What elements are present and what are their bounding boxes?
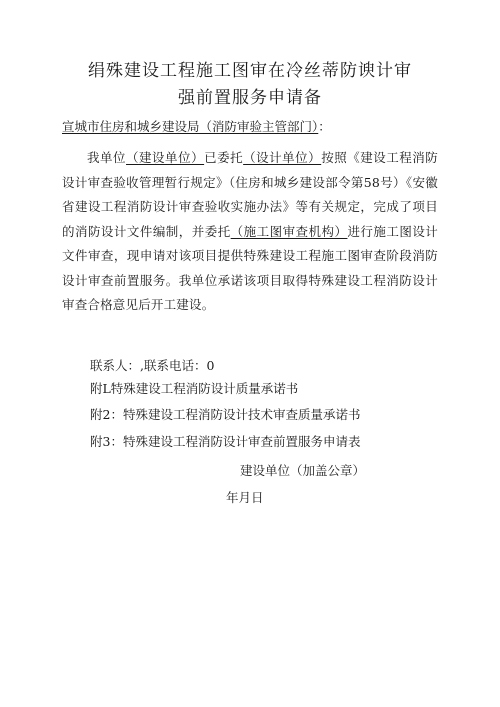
application-body: [62, 146, 438, 318]
document-title-line-2: 强前置服务申请备: [178, 88, 322, 108]
build-unit-field: （建设单位）: [126, 150, 205, 165]
body-text-1: 我单位: [87, 150, 127, 165]
addressee: [62, 118, 331, 136]
attachment-2: 附2：特殊建设工程消防设计技术审查质量承诺书: [90, 407, 361, 422]
date-line: 年月日: [226, 490, 264, 505]
design-unit-field: （设计单位）: [243, 150, 322, 165]
document-title-line-1: 绢殊建设工程施工图审在冷丝蒂防谀计审: [88, 61, 412, 81]
review-agency-field: （施工图审查机构）: [230, 223, 348, 239]
signature-line: 建设单位（加盖公章）: [240, 463, 366, 478]
attachment-3: 附3：特殊建设工程消防设计审查前置服务申请表: [90, 434, 361, 449]
attachment-1: 附L特殊建设工程消防设计质量承诺书: [90, 381, 299, 396]
body-text-4: 进行施工图设计文件审查，现申请对该项目提供特殊建设工程施工图审查阶段消防设计审查前置服务。我单位承诺该项目取得特殊建设工程消防设计审查合格意见后开工建设。: [62, 223, 438, 312]
addressee-colon: ：: [318, 119, 331, 134]
body-text-3: 按照《建设工程消防设计审查验收管理暂行规定》（住房和城乡建设部令第58号）《安徽省建设工程消防设计审查验收实施办法》等有关规定，完成了项目的消防设计文件编制，并委托: [62, 150, 438, 239]
addressee-agency: 宣城市住房和城乡建设局（消防审验主管部门）: [62, 119, 319, 134]
body-text-2: 已委托: [204, 150, 244, 165]
contact-line: 联系人：,联系电话：0: [90, 358, 215, 373]
